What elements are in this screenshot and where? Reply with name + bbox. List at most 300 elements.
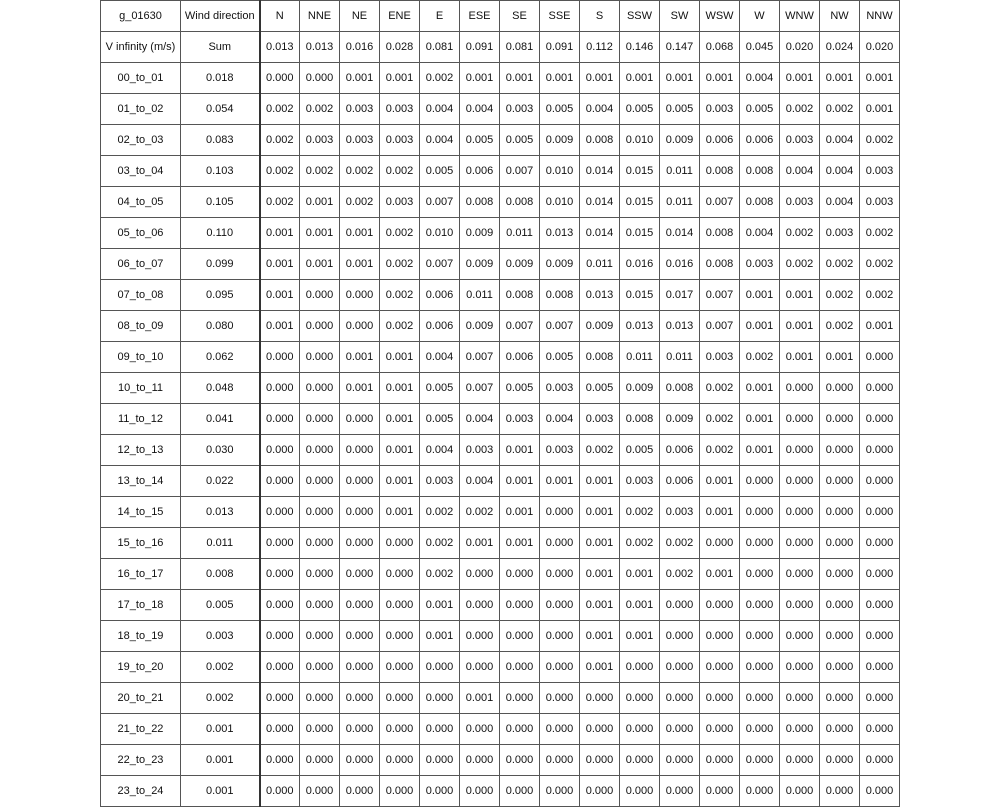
frequency-cell: 0.000 xyxy=(780,590,820,621)
speed-bin-label: 07_to_08 xyxy=(101,280,181,311)
wind-distribution-table-container xyxy=(100,0,900,800)
frequency-cell: 0.000 xyxy=(860,745,900,776)
table-row xyxy=(101,156,900,187)
frequency-cell: 0.000 xyxy=(740,559,780,590)
frequency-cell: 0.001 xyxy=(300,249,340,280)
frequency-cell: 0.007 xyxy=(460,342,500,373)
direction-header-row xyxy=(101,1,900,32)
direction-header-sw: SW xyxy=(660,1,700,32)
direction-header-nnw: NNW xyxy=(860,1,900,32)
frequency-cell: 0.001 xyxy=(860,94,900,125)
frequency-cell: 0.003 xyxy=(860,156,900,187)
frequency-cell: 0.000 xyxy=(820,714,860,745)
speed-bin-label: 05_to_06 xyxy=(101,218,181,249)
table-row xyxy=(101,218,900,249)
frequency-cell: 0.007 xyxy=(540,311,580,342)
direction-total-cell: 0.013 xyxy=(260,32,300,63)
frequency-cell: 0.003 xyxy=(700,342,740,373)
direction-total-cell: 0.068 xyxy=(700,32,740,63)
frequency-cell: 0.008 xyxy=(460,187,500,218)
frequency-cell: 0.001 xyxy=(380,63,420,94)
frequency-cell: 0.003 xyxy=(380,94,420,125)
frequency-cell: 0.000 xyxy=(260,435,300,466)
frequency-cell: 0.001 xyxy=(660,63,700,94)
speed-bin-sum: 0.018 xyxy=(181,63,260,94)
frequency-cell: 0.005 xyxy=(500,125,540,156)
frequency-cell: 0.003 xyxy=(500,404,540,435)
frequency-cell: 0.003 xyxy=(380,187,420,218)
frequency-cell: 0.000 xyxy=(860,497,900,528)
frequency-cell: 0.000 xyxy=(300,280,340,311)
frequency-cell: 0.000 xyxy=(740,497,780,528)
speed-bin-sum: 0.001 xyxy=(181,745,260,776)
frequency-cell: 0.007 xyxy=(700,280,740,311)
frequency-cell: 0.014 xyxy=(660,218,700,249)
frequency-cell: 0.000 xyxy=(780,497,820,528)
frequency-cell: 0.000 xyxy=(260,590,300,621)
frequency-cell: 0.002 xyxy=(460,497,500,528)
frequency-cell: 0.000 xyxy=(340,528,380,559)
direction-total-cell: 0.147 xyxy=(660,32,700,63)
frequency-cell: 0.008 xyxy=(500,280,540,311)
frequency-cell: 0.000 xyxy=(540,683,580,714)
frequency-cell: 0.004 xyxy=(740,63,780,94)
frequency-cell: 0.008 xyxy=(540,280,580,311)
frequency-cell: 0.000 xyxy=(820,683,860,714)
frequency-cell: 0.001 xyxy=(580,466,620,497)
frequency-cell: 0.001 xyxy=(780,311,820,342)
direction-header-ssw: SSW xyxy=(620,1,660,32)
frequency-cell: 0.000 xyxy=(860,652,900,683)
frequency-cell: 0.000 xyxy=(820,621,860,652)
frequency-cell: 0.000 xyxy=(260,497,300,528)
frequency-cell: 0.001 xyxy=(780,342,820,373)
frequency-cell: 0.003 xyxy=(540,373,580,404)
speed-bin-sum: 0.103 xyxy=(181,156,260,187)
frequency-cell: 0.001 xyxy=(260,249,300,280)
frequency-cell: 0.001 xyxy=(620,590,660,621)
frequency-cell: 0.001 xyxy=(500,466,540,497)
frequency-cell: 0.001 xyxy=(580,621,620,652)
frequency-cell: 0.001 xyxy=(700,559,740,590)
table-row xyxy=(101,466,900,497)
frequency-cell: 0.000 xyxy=(660,714,700,745)
frequency-cell: 0.002 xyxy=(380,249,420,280)
table-row xyxy=(101,280,900,311)
frequency-cell: 0.005 xyxy=(420,404,460,435)
frequency-cell: 0.001 xyxy=(700,466,740,497)
frequency-cell: 0.000 xyxy=(300,311,340,342)
frequency-cell: 0.015 xyxy=(620,218,660,249)
frequency-cell: 0.000 xyxy=(780,776,820,807)
frequency-cell: 0.000 xyxy=(780,745,820,776)
frequency-cell: 0.000 xyxy=(300,404,340,435)
frequency-cell: 0.002 xyxy=(260,125,300,156)
frequency-cell: 0.002 xyxy=(700,404,740,435)
frequency-cell: 0.002 xyxy=(700,373,740,404)
frequency-cell: 0.001 xyxy=(500,528,540,559)
frequency-cell: 0.009 xyxy=(500,249,540,280)
frequency-cell: 0.000 xyxy=(820,497,860,528)
frequency-cell: 0.000 xyxy=(620,745,660,776)
frequency-cell: 0.000 xyxy=(860,621,900,652)
frequency-cell: 0.008 xyxy=(660,373,700,404)
frequency-cell: 0.000 xyxy=(780,652,820,683)
frequency-cell: 0.000 xyxy=(820,652,860,683)
frequency-cell: 0.001 xyxy=(580,497,620,528)
frequency-cell: 0.001 xyxy=(420,590,460,621)
frequency-cell: 0.001 xyxy=(740,435,780,466)
frequency-cell: 0.000 xyxy=(860,559,900,590)
frequency-cell: 0.008 xyxy=(700,156,740,187)
frequency-cell: 0.000 xyxy=(460,590,500,621)
speed-bin-label: 23_to_24 xyxy=(101,776,181,807)
frequency-cell: 0.004 xyxy=(420,125,460,156)
table-row xyxy=(101,342,900,373)
frequency-cell: 0.001 xyxy=(380,497,420,528)
frequency-cell: 0.000 xyxy=(340,652,380,683)
frequency-cell: 0.000 xyxy=(540,621,580,652)
speed-bin-label: 02_to_03 xyxy=(101,125,181,156)
frequency-cell: 0.002 xyxy=(620,497,660,528)
frequency-cell: 0.000 xyxy=(740,652,780,683)
frequency-cell: 0.008 xyxy=(580,125,620,156)
speed-bin-label: 04_to_05 xyxy=(101,187,181,218)
frequency-cell: 0.000 xyxy=(260,714,300,745)
frequency-cell: 0.000 xyxy=(540,559,580,590)
frequency-cell: 0.000 xyxy=(700,745,740,776)
frequency-cell: 0.000 xyxy=(500,652,540,683)
direction-total-cell: 0.024 xyxy=(820,32,860,63)
table-row xyxy=(101,714,900,745)
frequency-cell: 0.000 xyxy=(420,714,460,745)
frequency-cell: 0.000 xyxy=(540,745,580,776)
frequency-cell: 0.008 xyxy=(700,218,740,249)
frequency-cell: 0.001 xyxy=(780,63,820,94)
speed-bin-sum: 0.008 xyxy=(181,559,260,590)
frequency-cell: 0.017 xyxy=(660,280,700,311)
frequency-cell: 0.002 xyxy=(420,559,460,590)
frequency-cell: 0.001 xyxy=(260,280,300,311)
frequency-cell: 0.000 xyxy=(780,559,820,590)
frequency-cell: 0.003 xyxy=(700,94,740,125)
speed-bin-label: 17_to_18 xyxy=(101,590,181,621)
frequency-cell: 0.000 xyxy=(700,776,740,807)
frequency-cell: 0.000 xyxy=(540,714,580,745)
frequency-cell: 0.003 xyxy=(500,94,540,125)
frequency-cell: 0.000 xyxy=(540,497,580,528)
frequency-cell: 0.000 xyxy=(780,404,820,435)
speed-bin-label: 15_to_16 xyxy=(101,528,181,559)
speed-bin-sum: 0.110 xyxy=(181,218,260,249)
frequency-cell: 0.008 xyxy=(500,187,540,218)
table-body xyxy=(101,1,900,807)
frequency-cell: 0.016 xyxy=(660,249,700,280)
frequency-cell: 0.001 xyxy=(580,528,620,559)
frequency-cell: 0.000 xyxy=(340,590,380,621)
frequency-cell: 0.002 xyxy=(300,94,340,125)
frequency-cell: 0.009 xyxy=(460,311,500,342)
frequency-cell: 0.002 xyxy=(380,218,420,249)
frequency-cell: 0.001 xyxy=(380,466,420,497)
frequency-cell: 0.013 xyxy=(620,311,660,342)
frequency-cell: 0.000 xyxy=(300,435,340,466)
frequency-cell: 0.000 xyxy=(380,528,420,559)
frequency-cell: 0.000 xyxy=(260,652,300,683)
table-row xyxy=(101,187,900,218)
frequency-cell: 0.000 xyxy=(860,342,900,373)
speed-bin-sum: 0.002 xyxy=(181,683,260,714)
frequency-cell: 0.000 xyxy=(340,683,380,714)
frequency-cell: 0.000 xyxy=(380,590,420,621)
speed-bin-label: 16_to_17 xyxy=(101,559,181,590)
frequency-cell: 0.000 xyxy=(860,435,900,466)
frequency-cell: 0.001 xyxy=(820,63,860,94)
frequency-cell: 0.000 xyxy=(340,621,380,652)
speed-bin-label: 00_to_01 xyxy=(101,63,181,94)
frequency-cell: 0.001 xyxy=(340,373,380,404)
frequency-cell: 0.000 xyxy=(380,776,420,807)
frequency-cell: 0.001 xyxy=(740,404,780,435)
frequency-cell: 0.000 xyxy=(340,280,380,311)
frequency-cell: 0.000 xyxy=(580,683,620,714)
frequency-cell: 0.000 xyxy=(740,621,780,652)
frequency-cell: 0.008 xyxy=(620,404,660,435)
frequency-cell: 0.000 xyxy=(500,683,540,714)
table-row xyxy=(101,497,900,528)
frequency-cell: 0.002 xyxy=(860,249,900,280)
direction-header-n: N xyxy=(260,1,300,32)
speed-bin-sum: 0.099 xyxy=(181,249,260,280)
frequency-cell: 0.002 xyxy=(380,156,420,187)
table-row xyxy=(101,776,900,807)
table-row xyxy=(101,745,900,776)
frequency-cell: 0.002 xyxy=(380,280,420,311)
speed-bin-label: 10_to_11 xyxy=(101,373,181,404)
frequency-cell: 0.000 xyxy=(300,683,340,714)
table-row xyxy=(101,683,900,714)
direction-header-se: SE xyxy=(500,1,540,32)
frequency-cell: 0.003 xyxy=(620,466,660,497)
frequency-cell: 0.001 xyxy=(540,466,580,497)
direction-total-cell: 0.081 xyxy=(500,32,540,63)
frequency-cell: 0.008 xyxy=(740,187,780,218)
frequency-cell: 0.003 xyxy=(580,404,620,435)
frequency-cell: 0.001 xyxy=(460,683,500,714)
frequency-cell: 0.000 xyxy=(380,559,420,590)
frequency-cell: 0.002 xyxy=(260,94,300,125)
frequency-cell: 0.007 xyxy=(700,187,740,218)
frequency-cell: 0.000 xyxy=(460,559,500,590)
frequency-cell: 0.009 xyxy=(460,218,500,249)
frequency-cell: 0.006 xyxy=(740,125,780,156)
frequency-cell: 0.000 xyxy=(460,621,500,652)
frequency-cell: 0.001 xyxy=(700,63,740,94)
frequency-cell: 0.005 xyxy=(540,342,580,373)
frequency-cell: 0.006 xyxy=(660,466,700,497)
frequency-cell: 0.001 xyxy=(740,280,780,311)
frequency-cell: 0.006 xyxy=(420,280,460,311)
frequency-cell: 0.011 xyxy=(580,249,620,280)
frequency-cell: 0.000 xyxy=(820,404,860,435)
speed-bin-label: 18_to_19 xyxy=(101,621,181,652)
frequency-cell: 0.000 xyxy=(500,590,540,621)
speed-bin-sum: 0.005 xyxy=(181,590,260,621)
frequency-cell: 0.000 xyxy=(860,590,900,621)
speed-bin-label: 14_to_15 xyxy=(101,497,181,528)
frequency-cell: 0.001 xyxy=(580,559,620,590)
frequency-cell: 0.015 xyxy=(620,187,660,218)
frequency-cell: 0.000 xyxy=(740,683,780,714)
frequency-cell: 0.000 xyxy=(500,621,540,652)
speed-bin-label: 03_to_04 xyxy=(101,156,181,187)
frequency-cell: 0.000 xyxy=(300,528,340,559)
frequency-cell: 0.000 xyxy=(700,714,740,745)
frequency-cell: 0.003 xyxy=(420,466,460,497)
frequency-cell: 0.003 xyxy=(300,125,340,156)
speed-bin-sum: 0.095 xyxy=(181,280,260,311)
frequency-cell: 0.000 xyxy=(340,466,380,497)
frequency-cell: 0.001 xyxy=(340,63,380,94)
speed-bin-label: 01_to_02 xyxy=(101,94,181,125)
frequency-cell: 0.010 xyxy=(420,218,460,249)
frequency-cell: 0.002 xyxy=(380,311,420,342)
speed-bin-sum: 0.041 xyxy=(181,404,260,435)
frequency-cell: 0.002 xyxy=(660,528,700,559)
frequency-cell: 0.000 xyxy=(740,776,780,807)
frequency-cell: 0.000 xyxy=(740,590,780,621)
frequency-cell: 0.000 xyxy=(260,621,300,652)
frequency-cell: 0.003 xyxy=(460,435,500,466)
frequency-cell: 0.000 xyxy=(300,745,340,776)
frequency-cell: 0.001 xyxy=(620,559,660,590)
frequency-cell: 0.002 xyxy=(820,311,860,342)
frequency-cell: 0.002 xyxy=(860,280,900,311)
table-row xyxy=(101,652,900,683)
frequency-cell: 0.000 xyxy=(740,466,780,497)
frequency-cell: 0.000 xyxy=(260,466,300,497)
frequency-cell: 0.001 xyxy=(860,311,900,342)
speed-bin-sum: 0.030 xyxy=(181,435,260,466)
table-row xyxy=(101,528,900,559)
frequency-cell: 0.000 xyxy=(300,652,340,683)
direction-total-cell: 0.013 xyxy=(300,32,340,63)
frequency-cell: 0.004 xyxy=(820,187,860,218)
frequency-cell: 0.010 xyxy=(540,187,580,218)
frequency-cell: 0.002 xyxy=(580,435,620,466)
frequency-cell: 0.002 xyxy=(700,435,740,466)
frequency-cell: 0.001 xyxy=(380,373,420,404)
frequency-cell: 0.000 xyxy=(300,714,340,745)
speed-bin-label: 21_to_22 xyxy=(101,714,181,745)
frequency-cell: 0.013 xyxy=(540,218,580,249)
frequency-cell: 0.003 xyxy=(340,125,380,156)
frequency-cell: 0.009 xyxy=(460,249,500,280)
direction-header-ne: NE xyxy=(340,1,380,32)
frequency-cell: 0.002 xyxy=(740,342,780,373)
frequency-cell: 0.004 xyxy=(780,156,820,187)
direction-total-cell: 0.091 xyxy=(540,32,580,63)
frequency-cell: 0.005 xyxy=(740,94,780,125)
frequency-cell: 0.007 xyxy=(420,187,460,218)
frequency-cell: 0.006 xyxy=(420,311,460,342)
frequency-cell: 0.006 xyxy=(500,342,540,373)
frequency-cell: 0.004 xyxy=(460,94,500,125)
frequency-cell: 0.000 xyxy=(820,776,860,807)
frequency-cell: 0.000 xyxy=(860,776,900,807)
frequency-cell: 0.000 xyxy=(820,466,860,497)
frequency-cell: 0.002 xyxy=(820,249,860,280)
direction-header-wnw: WNW xyxy=(780,1,820,32)
frequency-cell: 0.001 xyxy=(580,63,620,94)
frequency-cell: 0.007 xyxy=(420,249,460,280)
frequency-cell: 0.011 xyxy=(500,218,540,249)
frequency-cell: 0.002 xyxy=(620,528,660,559)
frequency-cell: 0.005 xyxy=(620,435,660,466)
frequency-cell: 0.001 xyxy=(620,621,660,652)
frequency-cell: 0.001 xyxy=(620,63,660,94)
frequency-cell: 0.001 xyxy=(380,435,420,466)
frequency-cell: 0.003 xyxy=(340,94,380,125)
table-row xyxy=(101,621,900,652)
speed-bin-label: 11_to_12 xyxy=(101,404,181,435)
frequency-cell: 0.000 xyxy=(300,559,340,590)
frequency-cell: 0.000 xyxy=(260,342,300,373)
frequency-cell: 0.000 xyxy=(580,714,620,745)
frequency-cell: 0.000 xyxy=(340,435,380,466)
frequency-cell: 0.000 xyxy=(380,621,420,652)
speed-bin-label: 19_to_20 xyxy=(101,652,181,683)
direction-header-nw: NW xyxy=(820,1,860,32)
frequency-cell: 0.009 xyxy=(580,311,620,342)
frequency-cell: 0.000 xyxy=(260,373,300,404)
frequency-cell: 0.014 xyxy=(580,218,620,249)
frequency-cell: 0.011 xyxy=(660,156,700,187)
frequency-cell: 0.000 xyxy=(780,528,820,559)
frequency-cell: 0.000 xyxy=(500,714,540,745)
speed-bin-sum: 0.022 xyxy=(181,466,260,497)
frequency-cell: 0.006 xyxy=(660,435,700,466)
frequency-cell: 0.008 xyxy=(700,249,740,280)
frequency-cell: 0.000 xyxy=(860,373,900,404)
frequency-cell: 0.000 xyxy=(340,745,380,776)
frequency-cell: 0.001 xyxy=(380,404,420,435)
frequency-cell: 0.000 xyxy=(780,621,820,652)
frequency-cell: 0.002 xyxy=(820,94,860,125)
speed-bin-label: 06_to_07 xyxy=(101,249,181,280)
frequency-cell: 0.000 xyxy=(860,528,900,559)
frequency-cell: 0.003 xyxy=(780,125,820,156)
table-row xyxy=(101,404,900,435)
frequency-cell: 0.007 xyxy=(500,311,540,342)
frequency-cell: 0.002 xyxy=(420,63,460,94)
frequency-cell: 0.000 xyxy=(460,745,500,776)
speed-bin-sum: 0.001 xyxy=(181,776,260,807)
direction-header-ese: ESE xyxy=(460,1,500,32)
frequency-cell: 0.000 xyxy=(620,714,660,745)
frequency-cell: 0.000 xyxy=(860,466,900,497)
frequency-cell: 0.000 xyxy=(620,683,660,714)
frequency-cell: 0.002 xyxy=(780,249,820,280)
frequency-cell: 0.000 xyxy=(740,714,780,745)
frequency-cell: 0.000 xyxy=(260,745,300,776)
speed-bin-sum: 0.011 xyxy=(181,528,260,559)
frequency-cell: 0.002 xyxy=(260,156,300,187)
table-title-cell: g_01630 xyxy=(101,1,181,32)
frequency-cell: 0.002 xyxy=(340,187,380,218)
speed-bin-label: 13_to_14 xyxy=(101,466,181,497)
frequency-cell: 0.000 xyxy=(340,404,380,435)
